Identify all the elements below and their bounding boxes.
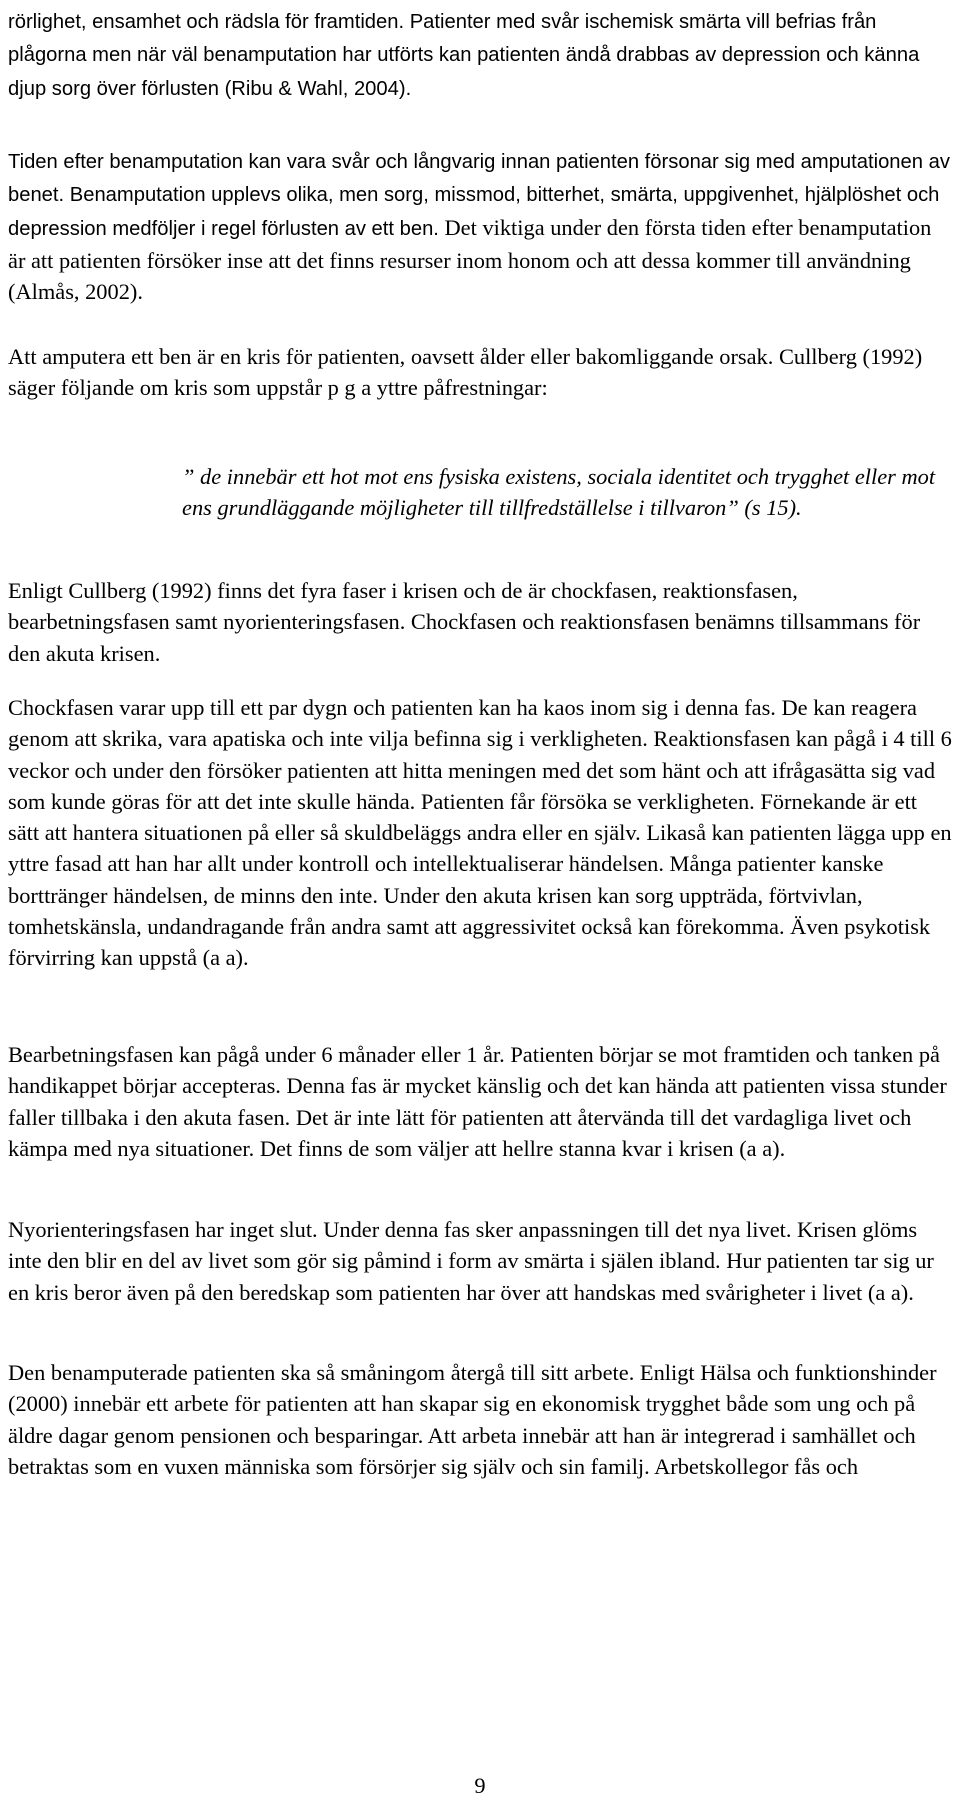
paragraph-3 [8,341,952,404]
paragraph-7: Nyorienteringsfasen har inget slut. Under denna fas sker anpassningen till det nya livet. Krisen glöms inte den blir en del av livet som gör sig påmind i form av smärta i själen ibland. Hur patienten tar sig ur en kris beror även på den beredskap som patienten har över att handskas med svårigheter i livet (a a). [8,1217,934,1305]
paragraph-2 [8,145,952,307]
paragraph-2-run-2: Benamputation upplevs olika, men sorg, missmod, bitterhet, smärta, uppgivenhet, hjälplöshet och depression medföljer i regel förlusten av ett ben. [8,184,940,240]
paragraph-2-run-1: Tiden efter benamputation kan vara svår och långvarig innan patienten försonar sig med amputationen av benet. [8,151,950,207]
paragraph-2-run-3: Det viktiga under den första tiden efter benamputation är att patienten försöker inse att det finns resurser inom honom och att dessa kommer till användning (Almås, 2002). [8,214,932,305]
block-quote: ” de innebär ett hot mot ens fysiska existens, sociala identitet och trygghet eller mot ens grundläggande möjligheter till tillfredställelse i tillvaron” (s 15). [182,464,936,521]
paragraph-4: Enligt Cullberg (1992) finns det fyra faser i krisen och de är chockfasen, reaktionsfasen, bearbetningsfasen samt nyorienteringsfasen. Chockfasen och reaktionsfasen benämns tillsammans för den akuta krisen. [8,578,921,666]
paragraph-5: Chockfasen varar upp till ett par dygn och patienten kan ha kaos inom sig i denna fas. De kan reagera genom att skrika, vara apatiska och inte vilja befinna sig i verkligheten. Reaktionsfasen kan pågå i 4 till 6 veckor och under den försöker patienten att hitta meningen med det som hänt och att ifrågasätta sig vad som kunde göras för att det inte skulle hända. Patienten får försöka se verkligheten. Förnekande är ett sätt att hantera situationen på eller så skuldbeläggs andra eller en själv. Likaså kan patienten lägga upp en yttre fasad att han har allt under kontroll och intellektualiserar händelsen. Många patienter kanske borttränger händelsen, de minns den inte. Under den akuta krisen kan sorg uppträda, förtvivlan, tomhetskänsla, undandragande från andra samt att aggressivitet också kan förekomma. Även psykotisk förvirring kan uppstå (a a). [8,695,952,971]
paragraph-3-run-1: Att amputera ett ben är en kris för patienten, oavsett ålder eller bakomliggande orsak. Cullberg (1992) säger följande om kris som uppstår p g a yttre påfrestningar: [8,344,923,401]
paragraph-1 [8,5,952,105]
paragraph-8: Den benamputerade patienten ska så småningom återgå till sitt arbete. Enligt Hälsa och funktionshinder (2000) innebär ett arbete för patienten att han skapar sig en ekonomisk trygghet både som ung och på äldre dagar genom pensionen och besparingar. Att arbeta innebär att han är integrerad i samhället och betraktas som en vuxen människa som försörjer sig själv och sin familj. Arbetskollegor fås och [8,1360,937,1479]
paragraph-1-run-2: Patienter med svår ischemisk smärta vill befrias från plågorna men när väl benamputation har utförts kan patienten ändå drabbas av depression och känna djup sorg över förlusten (Ribu & Wahl, 2004). [8,11,920,100]
paragraph-6: Bearbetningsfasen kan pågå under 6 månader eller 1 år. Patienten börjar se mot framtiden och tanken på handikappet börjar accepteras. Denna fas är mycket känslig och det kan hända att patienten vissa stunder faller tillbaka i den akuta fasen. Det är inte lätt för patienten att återvända till det vardagliga livet och kämpa med nya situationer. Det finns de som väljer att hellre stanna kvar i krisen (a a). [8,1042,947,1161]
page-number: 9 [474,1773,486,1798]
paragraph-1-run-1: rörlighet, ensamhet och rädsla för framtiden. [8,11,410,33]
